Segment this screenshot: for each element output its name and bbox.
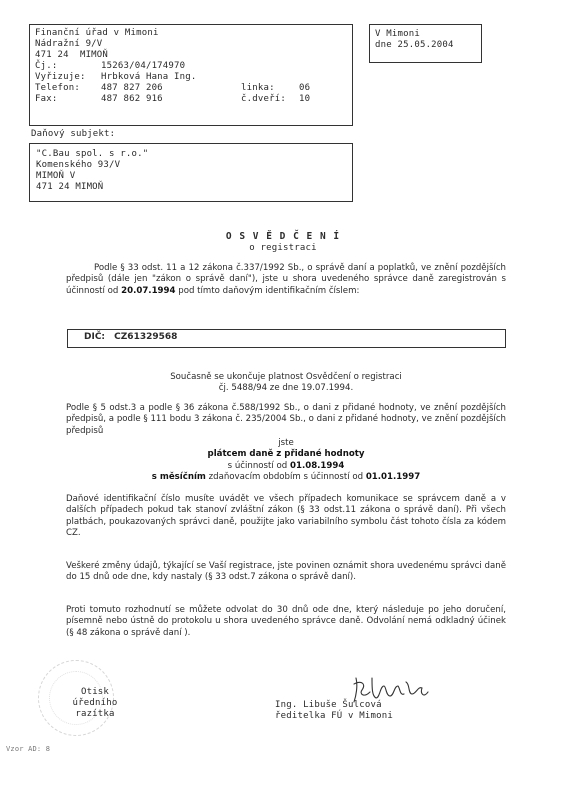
signatory: [275, 700, 393, 722]
subject-street: Komenského 93/V: [36, 160, 121, 170]
place: V Mimoni: [375, 29, 420, 39]
dic-usage-text: Daňové identifikační číslo musíte uvádět ve všech případech komunikace se správcem daně a v dalších případech pokud tak stanoví zvláštní zákon (§ 33 odst.11 zákona o správě daní). Při všech platbách, poukazovaných správci daně, použijte jako variabilního symbolu část tohoto čísla za kódem CZ.: [66, 494, 506, 538]
fax-value: 487 862 916: [101, 94, 163, 104]
office-block: [35, 28, 351, 105]
telefon-label: Telefon:: [35, 83, 80, 93]
registration-text-a: Podle § 33 odst. 11 a 12 zákona č.337/1992 Sb., o správě daní a poplatků, ve znění pozdějších předpisů (dále jen "zákon o správě daní"), jste u shora uvedeného správce daně zaregistrován s účinností od: [66, 263, 506, 296]
vat-period-text: zdaňovacím obdobím s účinností od: [208, 471, 364, 482]
vat-payer: plátcem daně z přidané hodnoty: [207, 449, 365, 460]
registration-text-b: pod tímto daňovým identifikačním číslem:: [178, 285, 360, 296]
place-date: [375, 29, 454, 51]
issue-date: dne 25.05.2004: [375, 40, 454, 50]
document-subtitle: o registraci: [249, 243, 317, 253]
signatory-name: Ing. Libuše Šulcová: [275, 700, 382, 710]
office-city: 471 24 MIMOŇ: [35, 50, 109, 60]
subject-city: 471 24 MIMOŇ: [36, 182, 104, 192]
dic-value: CZ61329568: [114, 332, 178, 342]
cancel-line-1: Současně se ukončuje platnost Osvědčení o registraci: [170, 372, 402, 382]
stamp-line-2: úředního: [72, 698, 118, 708]
vat-jste: jste: [278, 438, 294, 448]
vat-period: [66, 472, 506, 483]
fax-label: Fax:: [35, 94, 58, 104]
cj-value: 15263/04/174970: [101, 61, 186, 71]
appeal-text: Proti tomuto rozhodnutí se můžete odvolat do 30 dnů ode dne, který následuje po jeho doručení, písemně nebo ústně do protokolu u shora uvedeného správce daně. Odvolání nemá odkladný účinek (§ 48 zákona o správě daní ).: [66, 605, 506, 638]
stamp-line-1: Otisk: [80, 687, 110, 697]
dic-usage-paragraph: [66, 494, 506, 539]
stamp-placeholder: [60, 687, 130, 720]
dveri-label: č.dveří:: [241, 94, 286, 104]
document-title: O S V Ě D Č E N Í: [225, 231, 341, 242]
dic-label: DIČ:: [84, 332, 106, 342]
cancel-line-2: čj. 5488/94 ze dne 19.07.1994.: [218, 383, 354, 394]
stamp-line-3: razítka: [75, 709, 115, 719]
changes-text: Veškeré změny údajů, týkající se Vaší registrace, jste povinen oznámit shora uvedenému správci daně do 15 dnů ode dne, kdy nastaly (§ 33 odst.7 zákona o správě daní).: [66, 561, 506, 583]
signatory-role: ředitelka FÚ v Mimoni: [275, 711, 393, 721]
vat-eff-label: s účinností od: [227, 460, 288, 471]
subject-label: Daňový subjekt:: [31, 129, 116, 139]
vat-monthly: s měsíčním: [151, 471, 206, 482]
form-code: Vzor AD: 8: [6, 745, 51, 753]
dic-line: [84, 332, 177, 343]
vat-status: [66, 438, 506, 483]
linka-value: 06: [299, 83, 311, 93]
telefon-value: 487 827 206: [101, 83, 163, 93]
registration-paragraph: [66, 263, 506, 297]
vat-eff-date: 01.08.1994: [289, 460, 345, 471]
changes-paragraph: [66, 561, 506, 584]
dveri-value: 10: [299, 94, 311, 104]
office-name: Finanční úřad v Mimoni: [35, 28, 159, 38]
vat-text: Podle § 5 odst.3 a podle § 36 zákona č.588/1992 Sb., o dani z přidané hodnoty, ve znění pozdějších předpisů, a podle § 111 bodu 3 zákona č. 235/2004 Sb., o dani z přidané hodnoty, ve znění pozdějších předpisů: [66, 403, 506, 436]
vyrizuje-label: Vyřizuje:: [35, 72, 86, 82]
subject-town: MIMOŇ V: [36, 171, 76, 181]
vat-period-date: 01.01.1997: [365, 471, 421, 482]
linka-label: linka:: [241, 83, 275, 93]
subject-address: [36, 149, 148, 193]
appeal-paragraph: [66, 605, 506, 639]
subject-name: "C.Bau spol. s r.o.": [36, 149, 149, 159]
registration-date: 20.07.1994: [121, 285, 176, 296]
vat-paragraph: [66, 403, 506, 437]
vyrizuje-value: Hrbková Hana Ing.: [101, 72, 197, 82]
office-street: Nádražní 9/V: [35, 39, 103, 49]
cancel-paragraph: [66, 372, 506, 395]
vat-effective: [66, 461, 506, 472]
cj-label: Čj.:: [35, 61, 58, 71]
